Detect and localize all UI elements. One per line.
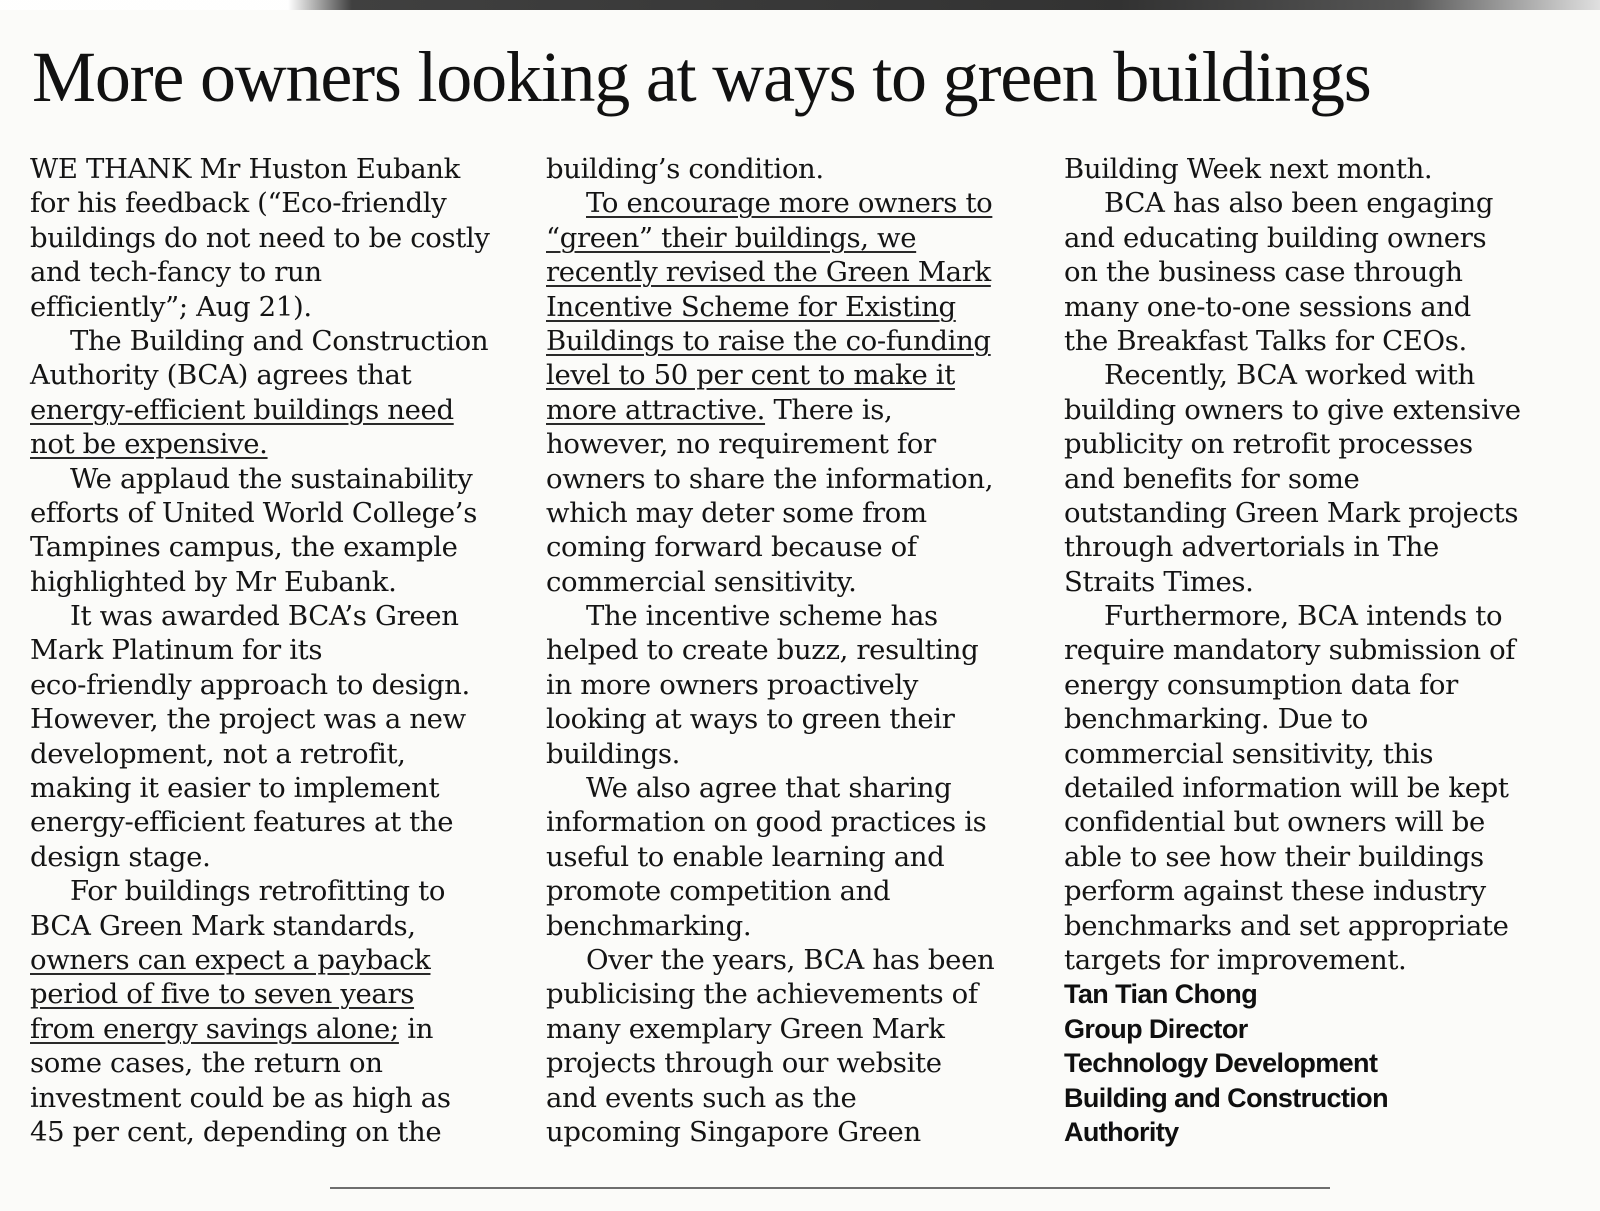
line-text: information on good practices is [546, 806, 987, 839]
underlined-text: owners can expect a payback [30, 943, 431, 976]
underlined-text: from energy savings alone; [30, 1012, 399, 1045]
text-line [546, 633, 1036, 667]
text-line [30, 152, 520, 186]
line-text: for his feedback (“Eco-friendly [30, 187, 447, 220]
text-line [30, 1081, 520, 1115]
text-line [1064, 599, 1554, 633]
text-line [546, 324, 1036, 358]
line-text: efficiently”; Aug 21). [30, 290, 312, 323]
line-text-tail: There is, [765, 393, 893, 426]
text-line [30, 633, 520, 667]
line-text-tail: in [398, 1012, 434, 1045]
underlined-text: Buildings to raise the co-funding [546, 324, 991, 357]
line-text: Tampines campus, the example [30, 531, 458, 564]
line-text: building’s condition. [546, 153, 824, 185]
text-line [30, 358, 520, 392]
line-text: Mark Platinum for its [30, 634, 323, 667]
signature-line: Authority [1064, 1116, 1179, 1147]
line-text: some cases, the return on [30, 1047, 383, 1080]
headline: More owners looking at ways to green buildings [32, 37, 1371, 117]
text-line [30, 977, 520, 1011]
signature-line: Group Director [1064, 1013, 1248, 1044]
text-line [30, 427, 520, 461]
text-line [30, 530, 520, 564]
text-line [30, 668, 520, 702]
line-text: We applaud the sustainability [70, 462, 473, 495]
text-line [546, 1115, 1036, 1149]
line-text: building owners to give extensive [1064, 393, 1521, 426]
text-line [30, 462, 520, 496]
underlined-text: period of five to seven years [30, 978, 415, 1011]
line-text: looking at ways to green their [546, 703, 955, 736]
text-line [30, 840, 520, 874]
line-text: Recently, BCA worked with [1104, 359, 1475, 392]
text-line [1064, 840, 1554, 874]
text-line [30, 324, 520, 358]
text-line [546, 702, 1036, 736]
text-line [546, 874, 1036, 908]
line-text: making it easier to implement [30, 772, 440, 805]
line-text: Straits Times. [1064, 565, 1254, 598]
text-line [30, 702, 520, 736]
text-line [546, 1012, 1036, 1046]
line-text: useful to enable learning and [546, 840, 945, 873]
line-text: able to see how their buildings [1064, 840, 1484, 873]
line-text: Authority (BCA) agrees that [30, 359, 412, 392]
text-line [546, 290, 1036, 324]
text-line [546, 462, 1036, 496]
line-text: targets for improvement. [1064, 943, 1407, 976]
line-text: on the business case through [1064, 256, 1463, 289]
underlined-text: Incentive Scheme for Existing [546, 290, 956, 323]
text-line [1064, 633, 1554, 667]
text-line [1064, 186, 1554, 220]
text-line [30, 909, 520, 943]
column-1 [30, 152, 520, 1149]
underlined-text: To encourage more owners to [586, 187, 993, 220]
line-text: benchmarking. Due to [1064, 703, 1368, 736]
text-line [1064, 737, 1554, 771]
line-text: However, the project was a new [30, 703, 466, 736]
text-line [546, 393, 1036, 427]
line-text: require mandatory submission of [1064, 634, 1516, 667]
line-text: the Breakfast Talks for CEOs. [1064, 324, 1467, 357]
line-text: commercial sensitivity, this [1064, 737, 1434, 770]
line-text: efforts of United World College’s [30, 496, 477, 529]
text-line [546, 943, 1036, 977]
text-line [30, 874, 520, 908]
line-text: The Building and Construction [70, 324, 489, 357]
line-text: benchmarks and set appropriate [1064, 909, 1509, 942]
text-line [546, 152, 1036, 186]
line-text: promote competition and [546, 875, 891, 908]
text-line [1064, 874, 1554, 908]
text-line [546, 358, 1036, 392]
text-line [30, 737, 520, 771]
signature-line: Building and Construction [1064, 1082, 1388, 1113]
text-line [546, 530, 1036, 564]
line-text: benchmarking. [546, 909, 752, 942]
text-line [546, 771, 1036, 805]
line-text: owners to share the information, [546, 462, 994, 495]
underlined-text: recently revised the Green Mark [546, 256, 991, 289]
line-text: BCA has also been engaging [1104, 187, 1494, 220]
line-text: commercial sensitivity. [546, 565, 857, 598]
text-line [546, 909, 1036, 943]
text-line [1064, 324, 1554, 358]
text-line [546, 186, 1036, 220]
text-line [546, 565, 1036, 599]
column-3 [1064, 152, 1554, 1149]
line-text: 45 per cent, depending on the [30, 1115, 442, 1148]
signature-line: Technology Development [1064, 1048, 1378, 1079]
underlined-text: level to 50 per cent to make it [546, 359, 955, 392]
text-line [1064, 805, 1554, 839]
line-text: BCA Green Mark standards, [30, 909, 416, 942]
text-line [1064, 496, 1554, 530]
line-text: helped to create buzz, resulting [546, 634, 979, 667]
line-text: buildings do not need to be costly [30, 221, 490, 254]
text-line [546, 255, 1036, 289]
line-text: upcoming Singapore Green [546, 1115, 921, 1148]
text-line [30, 496, 520, 530]
text-line [30, 221, 520, 255]
text-line [1064, 462, 1554, 496]
line-text: and educating building owners [1064, 221, 1487, 254]
text-line [546, 599, 1036, 633]
text-line [30, 393, 520, 427]
text-line [1064, 358, 1554, 392]
text-line [546, 496, 1036, 530]
line-text: which may deter some from [546, 496, 927, 529]
text-line [1064, 943, 1554, 977]
underlined-text: not be expensive. [30, 428, 268, 461]
line-text: energy-efficient features at the [30, 806, 454, 839]
text-line [1064, 909, 1554, 943]
text-line [30, 943, 520, 977]
line-text: We also agree that sharing [586, 772, 952, 805]
text-line [546, 977, 1036, 1011]
scan-edge-top [0, 0, 1600, 10]
text-line [30, 565, 520, 599]
text-line [30, 186, 520, 220]
underlined-text: “green” their buildings, we [546, 221, 917, 254]
text-line [30, 290, 520, 324]
line-text: WE THANK Mr Huston Eubank [30, 153, 460, 185]
text-line [30, 599, 520, 633]
text-line [546, 1081, 1036, 1115]
text-line [1064, 702, 1554, 736]
line-text: through advertorials in The [1064, 531, 1439, 564]
text-line [30, 1046, 520, 1080]
text-line [1064, 771, 1554, 805]
line-text: publicity on retrofit processes [1064, 428, 1473, 461]
line-text: many exemplary Green Mark [546, 1012, 945, 1045]
line-text: projects through our website [546, 1047, 942, 1080]
text-line [546, 1046, 1036, 1080]
text-line [30, 805, 520, 839]
text-line [30, 1115, 520, 1149]
line-text: outstanding Green Mark projects [1064, 496, 1519, 529]
line-text: publicising the achievements of [546, 978, 978, 1011]
text-line [1064, 668, 1554, 702]
text-line [1064, 427, 1554, 461]
signature-line: Tan Tian Chong [1064, 979, 1258, 1010]
underlined-text: energy-efficient buildings need [30, 393, 454, 426]
line-text: Over the years, BCA has been [586, 943, 995, 976]
text-line [30, 771, 520, 805]
text-line [1064, 152, 1554, 186]
text-line [1064, 221, 1554, 255]
text-line [1064, 393, 1554, 427]
line-text: For buildings retrofitting to [70, 875, 446, 908]
line-text: development, not a retrofit, [30, 737, 406, 770]
line-text: energy consumption data for [1064, 668, 1458, 701]
line-text: highlighted by Mr Eubank. [30, 565, 397, 598]
text-line [546, 427, 1036, 461]
line-text: confidential but owners will be [1064, 806, 1485, 839]
line-text: buildings. [546, 737, 680, 770]
line-text: detailed information will be kept [1064, 772, 1509, 805]
text-line [546, 668, 1036, 702]
line-text: Building Week next month. [1064, 153, 1433, 185]
line-text: perform against these industry [1064, 875, 1486, 908]
line-text: design stage. [30, 840, 211, 873]
underlined-text: more attractive. [546, 393, 766, 426]
text-line [546, 221, 1036, 255]
scan-edge-bottom [330, 1187, 1330, 1189]
text-line [30, 255, 520, 289]
text-line [30, 1012, 520, 1046]
line-text: and tech-fancy to run [30, 256, 322, 289]
text-line [546, 805, 1036, 839]
line-text: however, no requirement for [546, 428, 936, 461]
text-line [1064, 530, 1554, 564]
text-line [546, 737, 1036, 771]
line-text: in more owners proactively [546, 668, 919, 701]
text-line [1064, 255, 1554, 289]
text-line [546, 840, 1036, 874]
text-line [1064, 290, 1554, 324]
line-text: The incentive scheme has [586, 600, 938, 633]
column-2 [546, 152, 1036, 1149]
line-text: investment could be as high as [30, 1081, 451, 1114]
line-text: and benefits for some [1064, 462, 1360, 495]
line-text: Furthermore, BCA intends to [1104, 600, 1503, 633]
text-line [1064, 565, 1554, 599]
line-text: and events such as the [546, 1081, 857, 1114]
line-text: It was awarded BCA’s Green [70, 600, 459, 633]
line-text: many one-to-one sessions and [1064, 290, 1471, 323]
line-text: eco-friendly approach to design. [30, 668, 470, 701]
line-text: coming forward because of [546, 531, 917, 564]
